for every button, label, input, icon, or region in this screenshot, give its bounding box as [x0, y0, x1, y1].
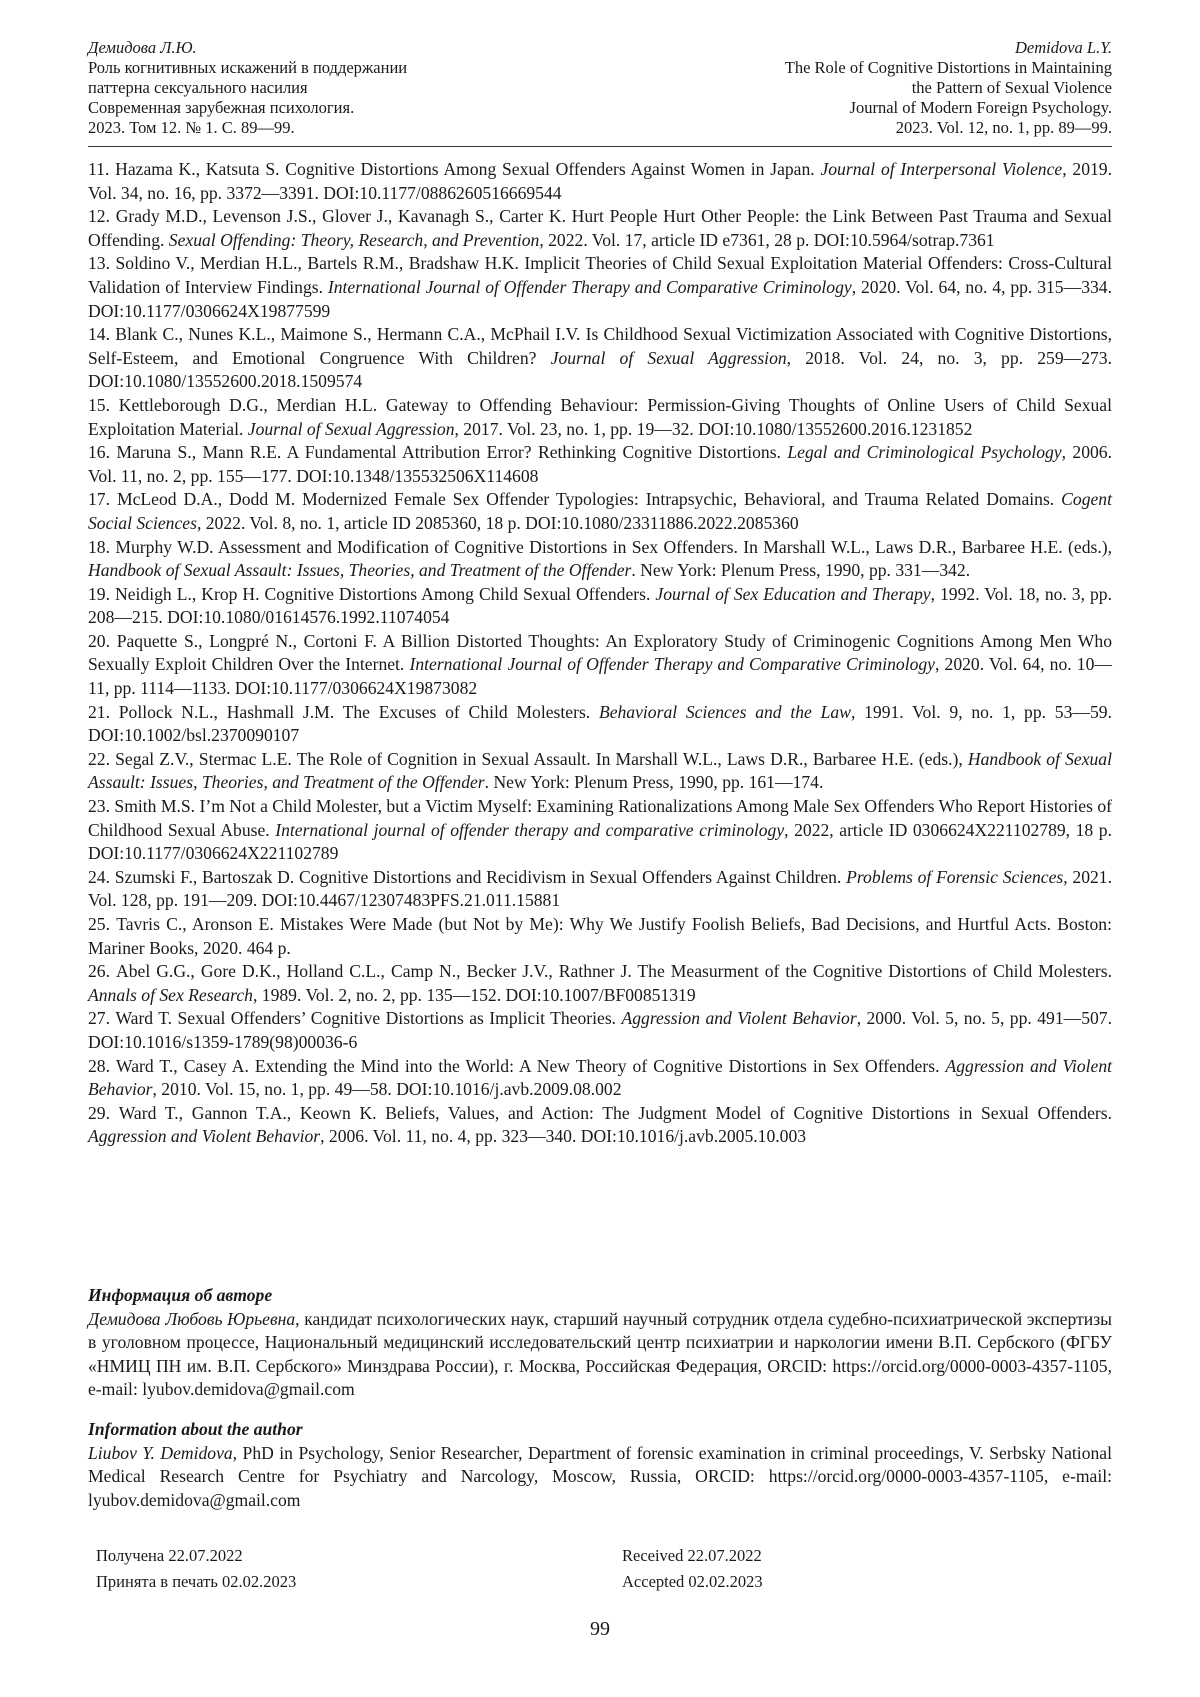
- reference-details: , 2021. Vol. 128, pp. 191—209. DOI:10.4467/12307483PFS.21.011.15881: [88, 866, 1112, 911]
- reference-number: 18.: [88, 536, 110, 557]
- reference-number: 23.: [88, 796, 110, 817]
- reference-details: , 2020. Vol. 64, no. 10—11, pp. 1114—1133. DOI:10.1177/0306624X19873082: [88, 654, 1112, 699]
- reference-item: [88, 205, 1112, 252]
- reference-source-title: Sexual Offending: Theory, Research, and Prevention: [168, 229, 540, 250]
- reference-number: 21.: [88, 701, 110, 722]
- reference-item: [88, 488, 1112, 535]
- reference-details: , 1992. Vol. 18, no. 3, pp. 208—215. DOI:10.1080/01614576.1992.11074054: [88, 583, 1113, 628]
- header-author-en: Demidova L.Y.: [1014, 38, 1112, 57]
- reference-text: Paquette S., Longpré N., Cortoni F. A Billion Distorted Thoughts: An Exploratory Study of Criminogenic Cognitions Among Men Who Sexually Exploit Children Over the Internet.: [88, 630, 1112, 675]
- reference-item: [88, 583, 1112, 630]
- reference-item: [88, 536, 1112, 583]
- header-title-en-line2: the Pattern of Sexual Violence: [911, 78, 1112, 97]
- reference-details: , 2000. Vol. 5, no. 5, pp. 491—507. DOI:10.1016/s1359-1789(98)00036-6: [88, 1008, 1112, 1052]
- reference-source-title: International journal of offender therapy and comparative criminology: [275, 819, 785, 840]
- header-title-ru-line2: паттерна сексуального насилия: [88, 78, 308, 97]
- reference-details: , 1989. Vol. 2, no. 2, pp. 135—152. DOI:10.1007/BF00851319: [252, 984, 696, 1005]
- reference-source-title: Journal of Sexual Aggression: [247, 418, 455, 439]
- reference-text: Tavris C., Aronson E. Mistakes Were Made (but Not by Me): Why We Justify Foolish Beliefs, Bad Decisions, and Hurtful Acts. Boston: Mariner Books, 2020. 464 p.: [88, 914, 1112, 958]
- author-info-russian: [88, 1284, 1112, 1402]
- reference-source-title: Aggression and Violent Behavior: [88, 1126, 321, 1147]
- author-info-body-ru: [88, 1308, 1112, 1402]
- header-title-ru-line1: Роль когнитивных искажений в поддержании: [88, 58, 408, 77]
- reference-details: , 2010. Vol. 15, no. 1, pp. 49—58. DOI:10.1016/j.avb.2009.08.002: [152, 1079, 622, 1100]
- reference-source-title: Handbook of Sexual Assault: Issues, Theories, and Treatment of the Offender: [88, 748, 1112, 793]
- reference-text: Murphy W.D. Assessment and Modification of Cognitive Distortions in Sex Offenders. In Marshall W.L., Laws D.R., Barbaree H.E. (eds.),: [115, 536, 1112, 557]
- reference-text: Hazama K., Katsuta S. Cognitive Distortions Among Sexual Offenders Against Women in Japan.: [115, 159, 821, 179]
- reference-text: Soldino V., Merdian H.L., Bartels R.M., Bradshaw H.K. Implicit Theories of Child Sexual Exploitation Material Offenders: Cross-Cultural Validation of Interview Findings.: [88, 253, 1112, 297]
- reference-details: , 2006. Vol. 11, no. 2, pp. 155—177. DOI:10.1348/135532506X114608: [88, 442, 1113, 486]
- reference-number: 27.: [88, 1008, 110, 1029]
- reference-text: Ward T. Sexual Offenders’ Cognitive Distortions as Implicit Theories.: [115, 1008, 622, 1029]
- author-details-en: PhD in Psychology, Senior Researcher, Department of forensic examination in criminal proceedings, V. Serbsky National Medical Research Centre for Psychiatry and Narcology, Moscow, Russia, ORCID: https://orcid.org/0000-0003-4357-1105, e-mail: lyubov.demidova@gmail.com: [88, 1442, 1112, 1510]
- reference-item: [88, 913, 1112, 960]
- reference-text: Maruna S., Mann R.E. A Fundamental Attribution Error? Rethinking Cognitive Distortions.: [116, 442, 788, 463]
- author-info-heading-ru: Информация об авторе: [88, 1285, 273, 1305]
- reference-text: McLeod D.A., Dodd M. Modernized Female Sex Offender Typologies: Intrapsychic, Behavioral, and Trauma Related Domains.: [116, 489, 1062, 510]
- received-date-ru: Получена 22.07.2022: [96, 1546, 243, 1565]
- reference-item: [88, 630, 1112, 701]
- reference-source-title: International Journal of Offender Therapy and Comparative Criminology: [327, 276, 852, 297]
- reference-number: 20.: [88, 630, 110, 651]
- reference-text: Smith M.S. I’m Not a Child Molester, but a Victim Myself: Examining Rationalizations Among Male Sex Offenders Who Report Histories of Childhood Sexual Abuse.: [88, 796, 1112, 840]
- reference-number: 24.: [88, 866, 110, 887]
- reference-item: [88, 252, 1112, 323]
- reference-item: [88, 158, 1112, 205]
- reference-source-title: Journal of Sexual Aggression: [550, 347, 787, 368]
- header-divider: [88, 146, 1112, 147]
- reference-number: 25.: [88, 914, 110, 934]
- reference-details: , 2022. Vol. 17, article ID e7361, 28 p. DOI:10.5964/sotrap.7361: [539, 229, 995, 250]
- reference-source-title: Annals of Sex Research: [88, 984, 253, 1005]
- reference-text: Pollock N.L., Hashmall J.M. The Excuses of Child Molesters.: [118, 701, 599, 722]
- reference-details: , 2006. Vol. 11, no. 4, pp. 323—340. DOI:10.1016/j.avb.2005.10.003: [320, 1126, 807, 1147]
- received-date-en: Received 22.07.2022: [622, 1546, 762, 1565]
- page-number: 99: [590, 1618, 610, 1640]
- author-name-ru: Демидова Любовь Юрьевна: [88, 1308, 296, 1329]
- reference-details: , 2017. Vol. 23, no. 1, pp. 19—32. DOI:10.1080/13552600.2016.1231852: [454, 418, 973, 439]
- reference-text: Neidigh L., Krop H. Cognitive Distortions Among Child Sexual Offenders.: [115, 583, 656, 604]
- running-header-russian: [88, 38, 407, 138]
- reference-item: [88, 866, 1112, 913]
- reference-source-title: Handbook of Sexual Assault: Issues, Theories, and Treatment of the Offender: [88, 560, 632, 581]
- reference-source-title: Journal of Interpersonal Violence: [820, 159, 1063, 179]
- running-header: [88, 38, 1112, 138]
- author-details-ru: , кандидат психологических наук, старший научный сотрудник отдела судебно-психиатрической экспертизы в уголовном процессе, Национальный медицинский исследовательский центр психиатрии и наркологии имени В.П. Сербского (ФГБУ «НМИЦ ПН им. В.П. Сербского» Минздрава России), г. Москва, Российская Федерация, ORCID: https://orcid.org/0000-0003-4357-1105, e-mail: lyubov.demidova@gmail.com: [88, 1308, 1112, 1400]
- header-journal-ru: Современная зарубежная психология.: [88, 98, 355, 117]
- author-info-heading-en: Information about the author: [88, 1419, 303, 1439]
- reference-source-title: Problems of Forensic Sciences: [846, 866, 1064, 887]
- reference-details: . New York: Plenum Press, 1990, pp. 161—174.: [484, 772, 824, 793]
- accepted-date-ru: Принята в печать 02.02.2023: [96, 1572, 297, 1591]
- reference-number: 17.: [88, 489, 110, 510]
- reference-source-title: Aggression and Violent Behavior: [621, 1008, 857, 1029]
- reference-item: [88, 795, 1112, 866]
- reference-item: [88, 701, 1112, 748]
- reference-item: [88, 1102, 1112, 1149]
- header-issue-en: 2023. Vol. 12, no. 1, pp. 89—99.: [895, 118, 1112, 137]
- dates-russian: [96, 1543, 296, 1595]
- reference-source-title: Legal and Criminological Psychology: [787, 442, 1062, 463]
- reference-number: 13.: [88, 253, 110, 274]
- reference-details: , 2018. Vol. 24, no. 3, pp. 259—273. DOI:10.1080/13552600.2018.1509574: [88, 347, 1112, 392]
- reference-details: , 2019. Vol. 34, no. 16, pp. 3372—3391. DOI:10.1177/0886260516669544: [88, 159, 1112, 203]
- reference-item: [88, 1007, 1112, 1054]
- reference-list: [88, 158, 1112, 1149]
- header-title-en-line1: The Role of Cognitive Distortions in Maintaining: [784, 58, 1112, 77]
- reference-item: [88, 1055, 1112, 1102]
- reference-text: Szumski F., Bartoszak D. Cognitive Distortions and Recidivism in Sexual Offenders Against Children.: [114, 866, 847, 887]
- dates-english: [622, 1543, 763, 1595]
- reference-text: Kettleborough D.G., Merdian H.L. Gateway to Offending Behaviour: Permission-Giving Thoughts of Online Users of Child Sexual Exploitation Material.: [88, 394, 1112, 439]
- reference-item: [88, 323, 1112, 394]
- reference-text: Segal Z.V., Stermac L.E. The Role of Cognition in Sexual Assault. In Marshall W.L., Laws D.R., Barbaree H.E. (eds.),: [115, 748, 968, 769]
- reference-details: , 1991. Vol. 9, no. 1, pp. 53—59. DOI:10.1002/bsl.2370090107: [88, 701, 1112, 746]
- author-info-body-en: [88, 1442, 1112, 1513]
- reference-text: Ward T., Casey A. Extending the Mind into the World: A New Theory of Cognitive Distortions in Sex Offenders.: [116, 1055, 946, 1076]
- accepted-date-en: Accepted 02.02.2023: [622, 1572, 763, 1591]
- reference-text: Grady M.D., Levenson J.S., Glover J., Kavanagh S., Carter K. Hurt People Hurt Other People: the Link Between Past Trauma and Sexual Offending.: [88, 206, 1112, 250]
- author-name-en: Liubov Y. Demidova,: [88, 1442, 238, 1463]
- reference-number: 22.: [88, 748, 110, 769]
- header-journal-en: Journal of Modern Foreign Psychology.: [849, 98, 1112, 117]
- running-header-english: [785, 38, 1112, 138]
- reference-text: Ward T., Gannon T.A., Keown K. Beliefs, Values, and Action: The Judgment Model of Cognitive Distortions in Sexual Offenders.: [118, 1102, 1112, 1123]
- reference-item: [88, 394, 1112, 441]
- reference-item: [88, 960, 1112, 1007]
- reference-number: 11.: [88, 159, 110, 179]
- reference-number: 19.: [88, 583, 110, 604]
- reference-number: 16.: [88, 442, 110, 463]
- reference-item: [88, 441, 1112, 488]
- reference-number: 14.: [88, 324, 110, 345]
- reference-source-title: Aggression and Violent Behavior: [88, 1055, 1112, 1100]
- reference-text: Abel G.G., Gore D.K., Holland C.L., Camp N., Becker J.V., Rathner J. The Measurment of the Cognitive Distortions of Child Molesters.: [116, 961, 1112, 982]
- reference-number: 12.: [88, 206, 110, 227]
- reference-details: , 2022, article ID 0306624X221102789, 18 p. DOI:10.1177/0306624X221102789: [88, 819, 1112, 864]
- reference-details: . New York: Plenum Press, 1990, pp. 331—342.: [631, 560, 971, 581]
- header-author-ru: Демидова Л.Ю.: [88, 38, 197, 57]
- reference-number: 28.: [88, 1055, 110, 1076]
- reference-source-title: Behavioral Sciences and the Law: [598, 701, 851, 722]
- reference-source-title: International Journal of Offender Therapy and Comparative Criminology: [409, 654, 935, 675]
- reference-source-title: Journal of Sex Education and Therapy: [655, 583, 931, 604]
- reference-number: 26.: [88, 961, 110, 982]
- reference-number: 29.: [88, 1102, 110, 1123]
- reference-item: [88, 748, 1112, 795]
- reference-details: , 2022. Vol. 8, no. 1, article ID 2085360, 18 p. DOI:10.1080/23311886.2022.2085360: [196, 512, 799, 533]
- reference-details: , 2020. Vol. 64, no. 4, pp. 315—334. DOI:10.1177/0306624X19877599: [88, 276, 1112, 321]
- reference-number: 15.: [88, 394, 110, 415]
- author-info-english: [88, 1418, 1112, 1512]
- reference-source-title: Cogent Social Sciences: [88, 489, 1112, 533]
- reference-text: Blank C., Nunes K.L., Maimone S., Hermann C.A., McPhail I.V. Is Childhood Sexual Victimization Associated with Cognitive Distortions, Self-Esteem, and Emotional Congruence With Children?: [88, 324, 1113, 368]
- header-issue-ru: 2023. Том 12. № 1. С. 89—99.: [88, 118, 295, 137]
